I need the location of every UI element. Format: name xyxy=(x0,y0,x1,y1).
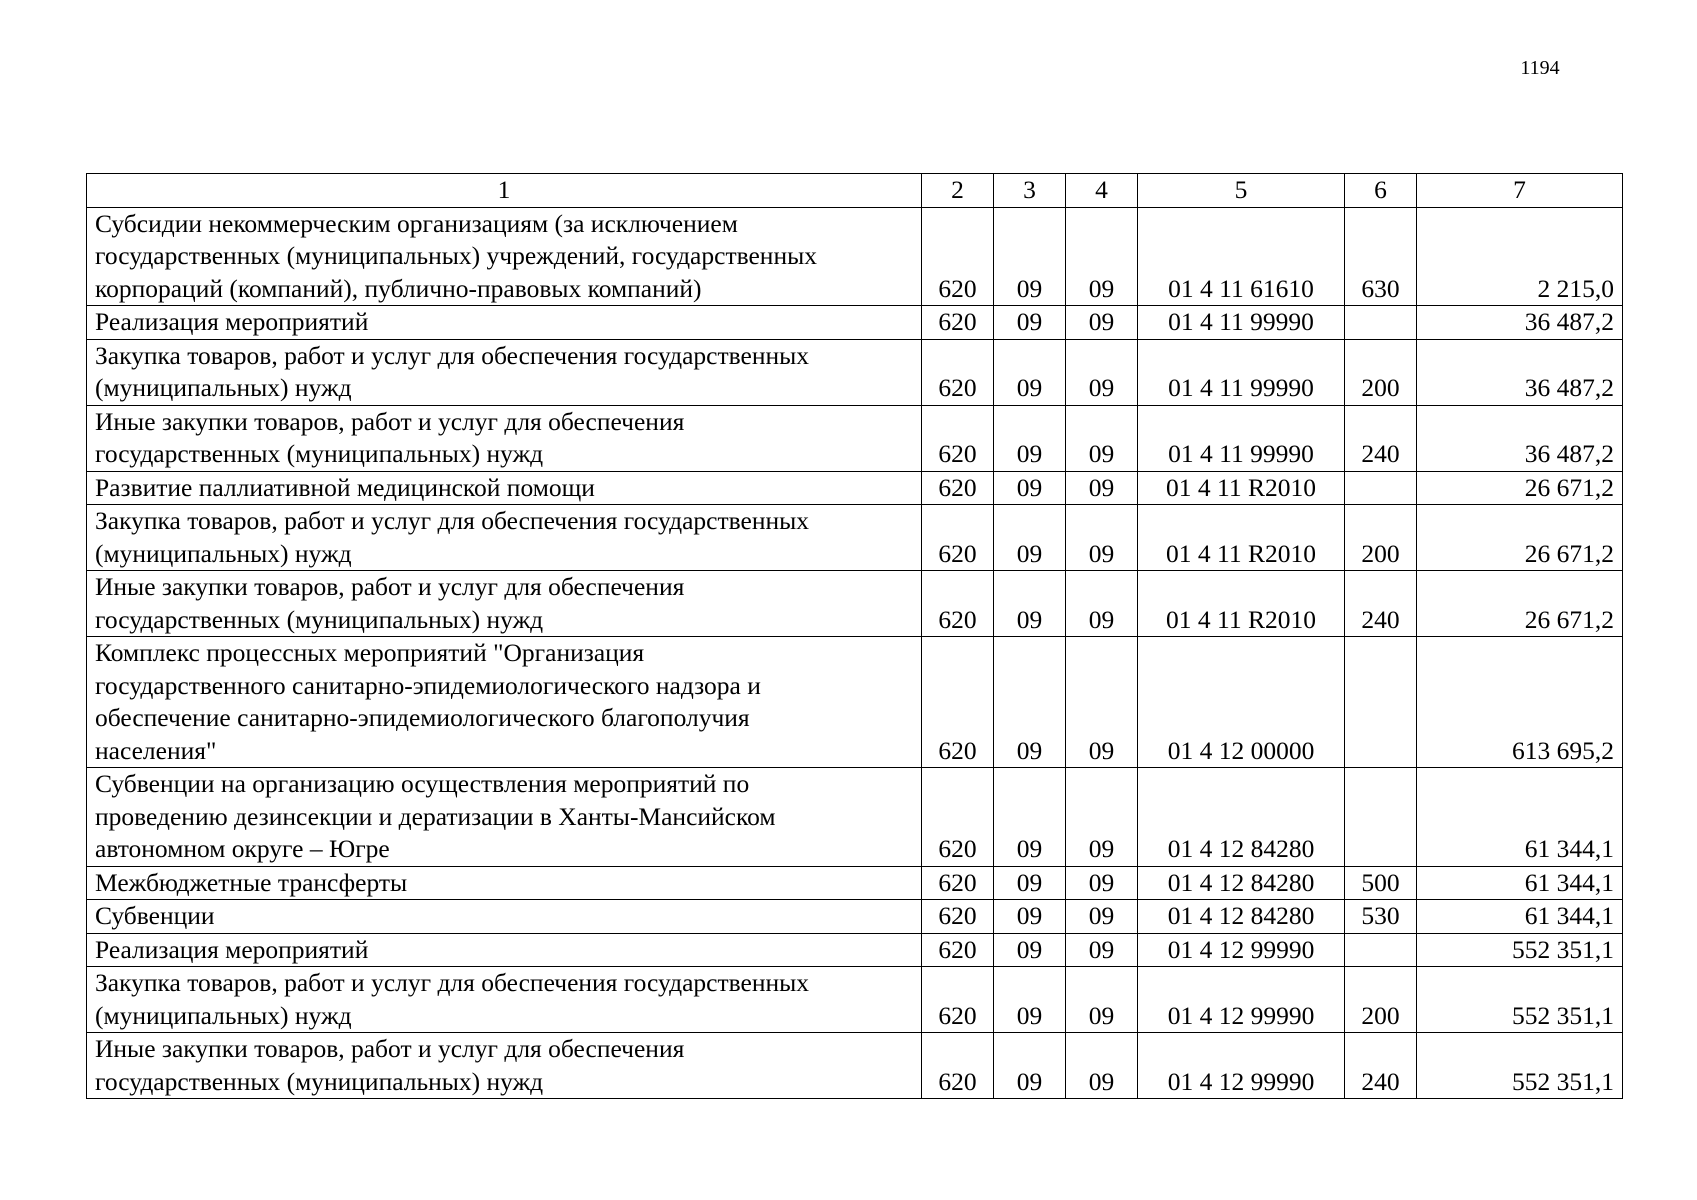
admin-code-cell: 620 xyxy=(922,471,994,505)
subsection-code-cell: 09 xyxy=(1066,405,1138,471)
target-article-cell: 01 4 12 00000 xyxy=(1138,637,1345,768)
row-name-cell xyxy=(87,405,922,471)
table-row xyxy=(87,768,1623,867)
row-name-line: Субсидии некоммерческим организациям (за исключением xyxy=(95,208,738,238)
expense-type-cell: 200 xyxy=(1345,967,1417,1033)
target-article-cell: 01 4 12 99990 xyxy=(1138,933,1345,967)
header-cell-4: 4 xyxy=(1066,174,1138,208)
table-row xyxy=(87,405,1623,471)
expense-type-cell: 530 xyxy=(1345,900,1417,934)
header-cell-7: 7 xyxy=(1417,174,1623,208)
expense-type-cell: 500 xyxy=(1345,866,1417,900)
header-cell-3: 3 xyxy=(994,174,1066,208)
subsection-code-cell: 09 xyxy=(1066,967,1138,1033)
row-name-line: Закупка товаров, работ и услуг для обеспечения государственных xyxy=(95,506,810,535)
table-row xyxy=(87,866,1623,900)
admin-code-cell: 620 xyxy=(922,505,994,571)
target-article-cell: 01 4 11 61610 xyxy=(1138,207,1345,306)
row-name-cell xyxy=(87,933,922,967)
target-article-cell: 01 4 12 84280 xyxy=(1138,866,1345,900)
amount-cell: 36 487,2 xyxy=(1417,306,1623,340)
row-name-line: государственных (муниципальных) нужд xyxy=(95,604,544,634)
section-code-cell: 09 xyxy=(994,207,1066,306)
row-name-line: населения" xyxy=(95,735,217,765)
expense-type-cell: 240 xyxy=(1345,405,1417,471)
row-name-cell xyxy=(87,637,922,768)
table-row xyxy=(87,933,1623,967)
row-name-line: государственного санитарно-эпидемиологического надзора и xyxy=(95,670,761,700)
amount-cell: 613 695,2 xyxy=(1417,637,1623,768)
section-code-cell: 09 xyxy=(994,933,1066,967)
section-code-cell: 09 xyxy=(994,571,1066,637)
table-row xyxy=(87,900,1623,934)
subsection-code-cell: 09 xyxy=(1066,933,1138,967)
table-row xyxy=(87,306,1623,340)
subsection-code-cell: 09 xyxy=(1066,900,1138,934)
table-body xyxy=(87,207,1623,1099)
admin-code-cell: 620 xyxy=(922,339,994,405)
amount-cell: 36 487,2 xyxy=(1417,405,1623,471)
expense-type-cell xyxy=(1345,471,1417,505)
admin-code-cell: 620 xyxy=(922,571,994,637)
amount-cell: 2 215,0 xyxy=(1417,207,1623,306)
amount-cell: 36 487,2 xyxy=(1417,339,1623,405)
row-name-line: Субвенции xyxy=(95,901,215,930)
row-name-cell xyxy=(87,900,922,934)
row-name-cell xyxy=(87,339,922,405)
table-row xyxy=(87,339,1623,405)
row-name-line: проведению дезинсекции и дератизации в Ханты-Мансийском xyxy=(95,801,776,831)
target-article-cell: 01 4 11 99990 xyxy=(1138,306,1345,340)
section-code-cell: 09 xyxy=(994,1033,1066,1099)
admin-code-cell: 620 xyxy=(922,207,994,306)
row-name-line: Реализация мероприятий xyxy=(95,934,369,964)
row-name-line: государственных (муниципальных) нужд xyxy=(95,439,544,468)
header-cell-6: 6 xyxy=(1345,174,1417,208)
target-article-cell: 01 4 11 R2010 xyxy=(1138,471,1345,505)
expense-type-cell xyxy=(1345,933,1417,967)
row-name-line: автономном округе – Югре xyxy=(95,834,390,863)
table-row xyxy=(87,571,1623,637)
row-name-cell xyxy=(87,768,922,867)
row-name-line: обеспечение санитарно-эпидемиологического благополучия xyxy=(95,703,750,732)
subsection-code-cell: 09 xyxy=(1066,207,1138,306)
row-name-line: Развитие паллиативной медицинской помощи xyxy=(95,472,595,502)
amount-cell: 552 351,1 xyxy=(1417,933,1623,967)
expense-type-cell: 240 xyxy=(1345,1033,1417,1099)
target-article-cell: 01 4 12 99990 xyxy=(1138,967,1345,1033)
amount-cell: 552 351,1 xyxy=(1417,967,1623,1033)
row-name-line: Комплекс процессных мероприятий "Организация xyxy=(95,638,645,667)
header-cell-5: 5 xyxy=(1138,174,1345,208)
table-row xyxy=(87,1033,1623,1099)
row-name-line: государственных (муниципальных) учреждений, государственных xyxy=(95,241,817,270)
row-name-line: (муниципальных) нужд xyxy=(95,373,352,402)
table-header xyxy=(87,174,1623,208)
section-code-cell: 09 xyxy=(994,471,1066,505)
header-cell-1: 1 xyxy=(87,174,922,208)
target-article-cell: 01 4 11 R2010 xyxy=(1138,571,1345,637)
subsection-code-cell: 09 xyxy=(1066,339,1138,405)
row-name-cell xyxy=(87,306,922,340)
expense-type-cell: 200 xyxy=(1345,339,1417,405)
admin-code-cell: 620 xyxy=(922,933,994,967)
row-name-cell xyxy=(87,471,922,505)
admin-code-cell: 620 xyxy=(922,900,994,934)
row-name-line: Закупка товаров, работ и услуг для обеспечения государственных xyxy=(95,340,810,370)
expense-type-cell: 630 xyxy=(1345,207,1417,306)
subsection-code-cell: 09 xyxy=(1066,505,1138,571)
table-row xyxy=(87,637,1623,768)
admin-code-cell: 620 xyxy=(922,967,994,1033)
expense-type-cell xyxy=(1345,306,1417,340)
section-code-cell: 09 xyxy=(994,339,1066,405)
section-code-cell: 09 xyxy=(994,405,1066,471)
expense-type-cell: 200 xyxy=(1345,505,1417,571)
row-name-line: Иные закупки товаров, работ и услуг для обеспечения xyxy=(95,406,685,436)
amount-cell: 61 344,1 xyxy=(1417,768,1623,867)
admin-code-cell: 620 xyxy=(922,768,994,867)
target-article-cell: 01 4 11 99990 xyxy=(1138,339,1345,405)
subsection-code-cell: 09 xyxy=(1066,471,1138,505)
row-name-cell xyxy=(87,967,922,1033)
amount-cell: 26 671,2 xyxy=(1417,571,1623,637)
target-article-cell: 01 4 12 84280 xyxy=(1138,768,1345,867)
row-name-line: Иные закупки товаров, работ и услуг для обеспечения xyxy=(95,572,685,601)
row-name-line: Реализация мероприятий xyxy=(95,307,369,336)
section-code-cell: 09 xyxy=(994,637,1066,768)
table-row xyxy=(87,967,1623,1033)
subsection-code-cell: 09 xyxy=(1066,637,1138,768)
row-name-line: Межбюджетные трансферты xyxy=(95,867,408,897)
expense-type-cell: 240 xyxy=(1345,571,1417,637)
admin-code-cell: 620 xyxy=(922,306,994,340)
amount-cell: 26 671,2 xyxy=(1417,505,1623,571)
section-code-cell: 09 xyxy=(994,900,1066,934)
section-code-cell: 09 xyxy=(994,967,1066,1033)
section-code-cell: 09 xyxy=(994,866,1066,900)
row-name-line: (муниципальных) нужд xyxy=(95,538,352,568)
row-name-cell xyxy=(87,571,922,637)
section-code-cell: 09 xyxy=(994,306,1066,340)
admin-code-cell: 620 xyxy=(922,1033,994,1099)
admin-code-cell: 620 xyxy=(922,637,994,768)
subsection-code-cell: 09 xyxy=(1066,866,1138,900)
table-row xyxy=(87,505,1623,571)
target-article-cell: 01 4 11 99990 xyxy=(1138,405,1345,471)
row-name-line: корпораций (компаний), публично-правовых компаний) xyxy=(95,273,702,303)
amount-cell: 61 344,1 xyxy=(1417,900,1623,934)
row-name-cell xyxy=(87,505,922,571)
subsection-code-cell: 09 xyxy=(1066,571,1138,637)
header-cell-2: 2 xyxy=(922,174,994,208)
table-row xyxy=(87,471,1623,505)
admin-code-cell: 620 xyxy=(922,866,994,900)
amount-cell: 26 671,2 xyxy=(1417,471,1623,505)
section-code-cell: 09 xyxy=(994,768,1066,867)
row-name-line: Иные закупки товаров, работ и услуг для обеспечения xyxy=(95,1034,685,1063)
header-row xyxy=(87,174,1623,208)
subsection-code-cell: 09 xyxy=(1066,768,1138,867)
row-name-line: Закупка товаров, работ и услуг для обеспечения государственных xyxy=(95,968,810,997)
row-name-cell xyxy=(87,866,922,900)
row-name-cell xyxy=(87,1033,922,1099)
row-name-line: (муниципальных) нужд xyxy=(95,1000,352,1030)
target-article-cell: 01 4 12 84280 xyxy=(1138,900,1345,934)
page-number: 1194 xyxy=(1520,57,1560,79)
expense-type-cell xyxy=(1345,768,1417,867)
amount-cell: 552 351,1 xyxy=(1417,1033,1623,1099)
expense-type-cell xyxy=(1345,637,1417,768)
row-name-line: государственных (муниципальных) нужд xyxy=(95,1066,544,1096)
row-name-cell xyxy=(87,207,922,306)
amount-cell: 61 344,1 xyxy=(1417,866,1623,900)
subsection-code-cell: 09 xyxy=(1066,306,1138,340)
row-name-line: Субвенции на организацию осуществления мероприятий по xyxy=(95,769,750,798)
target-article-cell: 01 4 11 R2010 xyxy=(1138,505,1345,571)
target-article-cell: 01 4 12 99990 xyxy=(1138,1033,1345,1099)
section-code-cell: 09 xyxy=(994,505,1066,571)
admin-code-cell: 620 xyxy=(922,405,994,471)
budget-table xyxy=(86,173,1623,1099)
subsection-code-cell: 09 xyxy=(1066,1033,1138,1099)
table-row xyxy=(87,207,1623,306)
